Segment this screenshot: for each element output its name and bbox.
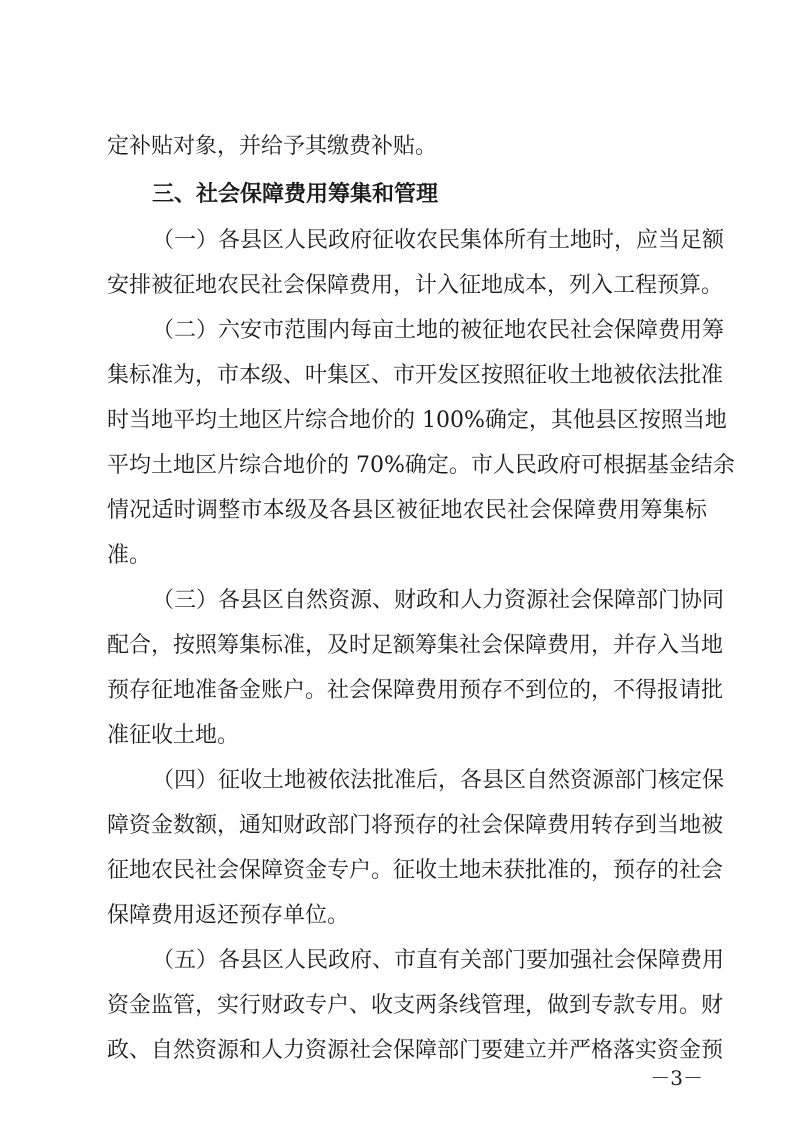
body-text-line: 配合，按照筹集标准，及时足额筹集社会保障费用，并存入当地 [107,633,724,658]
body-text-line: 情况适时调整市本级及各县区被征地农民社会保障费用筹集标 [107,498,707,523]
section-heading: 三、社会保障费用筹集和管理 [152,182,439,207]
body-text-line: 安排被征地农民社会保障费用，计入征地成本，列入工程预算。 [107,273,724,298]
body-text-line: 保障费用返还预存单位。 [107,903,350,928]
page-number: －3－ [650,1066,703,1090]
body-text-line: 资金监管，实行财政专户、收支两条线管理，做到专款专用。财 [107,993,724,1018]
body-text-line: 预存征地准备金账户。社会保障费用预存不到位的，不得报请批 [107,678,724,703]
body-text-line: （二）六安市范围内每亩土地的被征地农民社会保障费用筹 [152,318,725,343]
body-text-line: 时当地平均土地区片综合地价的 100%确定，其他县区按照当地 [107,408,727,433]
body-text-line: （一）各县区人民政府征收农民集体所有土地时，应当足额 [152,228,725,253]
body-text-line: 集标准为，市本级、叶集区、市开发区按照征收土地被依法批准 [107,363,724,388]
body-text-line: （四）征收土地被依法批准后，各县区自然资源部门核定保 [152,768,725,793]
body-text-line: 准。 [107,543,152,568]
body-text-line: 征地农民社会保障资金专户。征收土地未获批准的，预存的社会 [107,858,724,883]
body-text-line: 定补贴对象，并给予其缴费补贴。 [107,134,438,159]
body-text-line: 政、自然资源和人力资源社会保障部门要建立并严格落实资金预 [107,1038,724,1063]
body-text-line: 平均土地区片综合地价的 70%确定。市人民政府可根据基金结余 [107,453,735,478]
body-text-line: （三）各县区自然资源、财政和人力资源社会保障部门协同 [152,588,725,613]
body-text-line: 准征收土地。 [107,723,240,748]
body-text-line: （五）各县区人民政府、市直有关部门要加强社会保障费用 [152,948,725,973]
body-text-line: 障资金数额，通知财政部门将预存的社会保障费用转存到当地被 [107,813,724,838]
